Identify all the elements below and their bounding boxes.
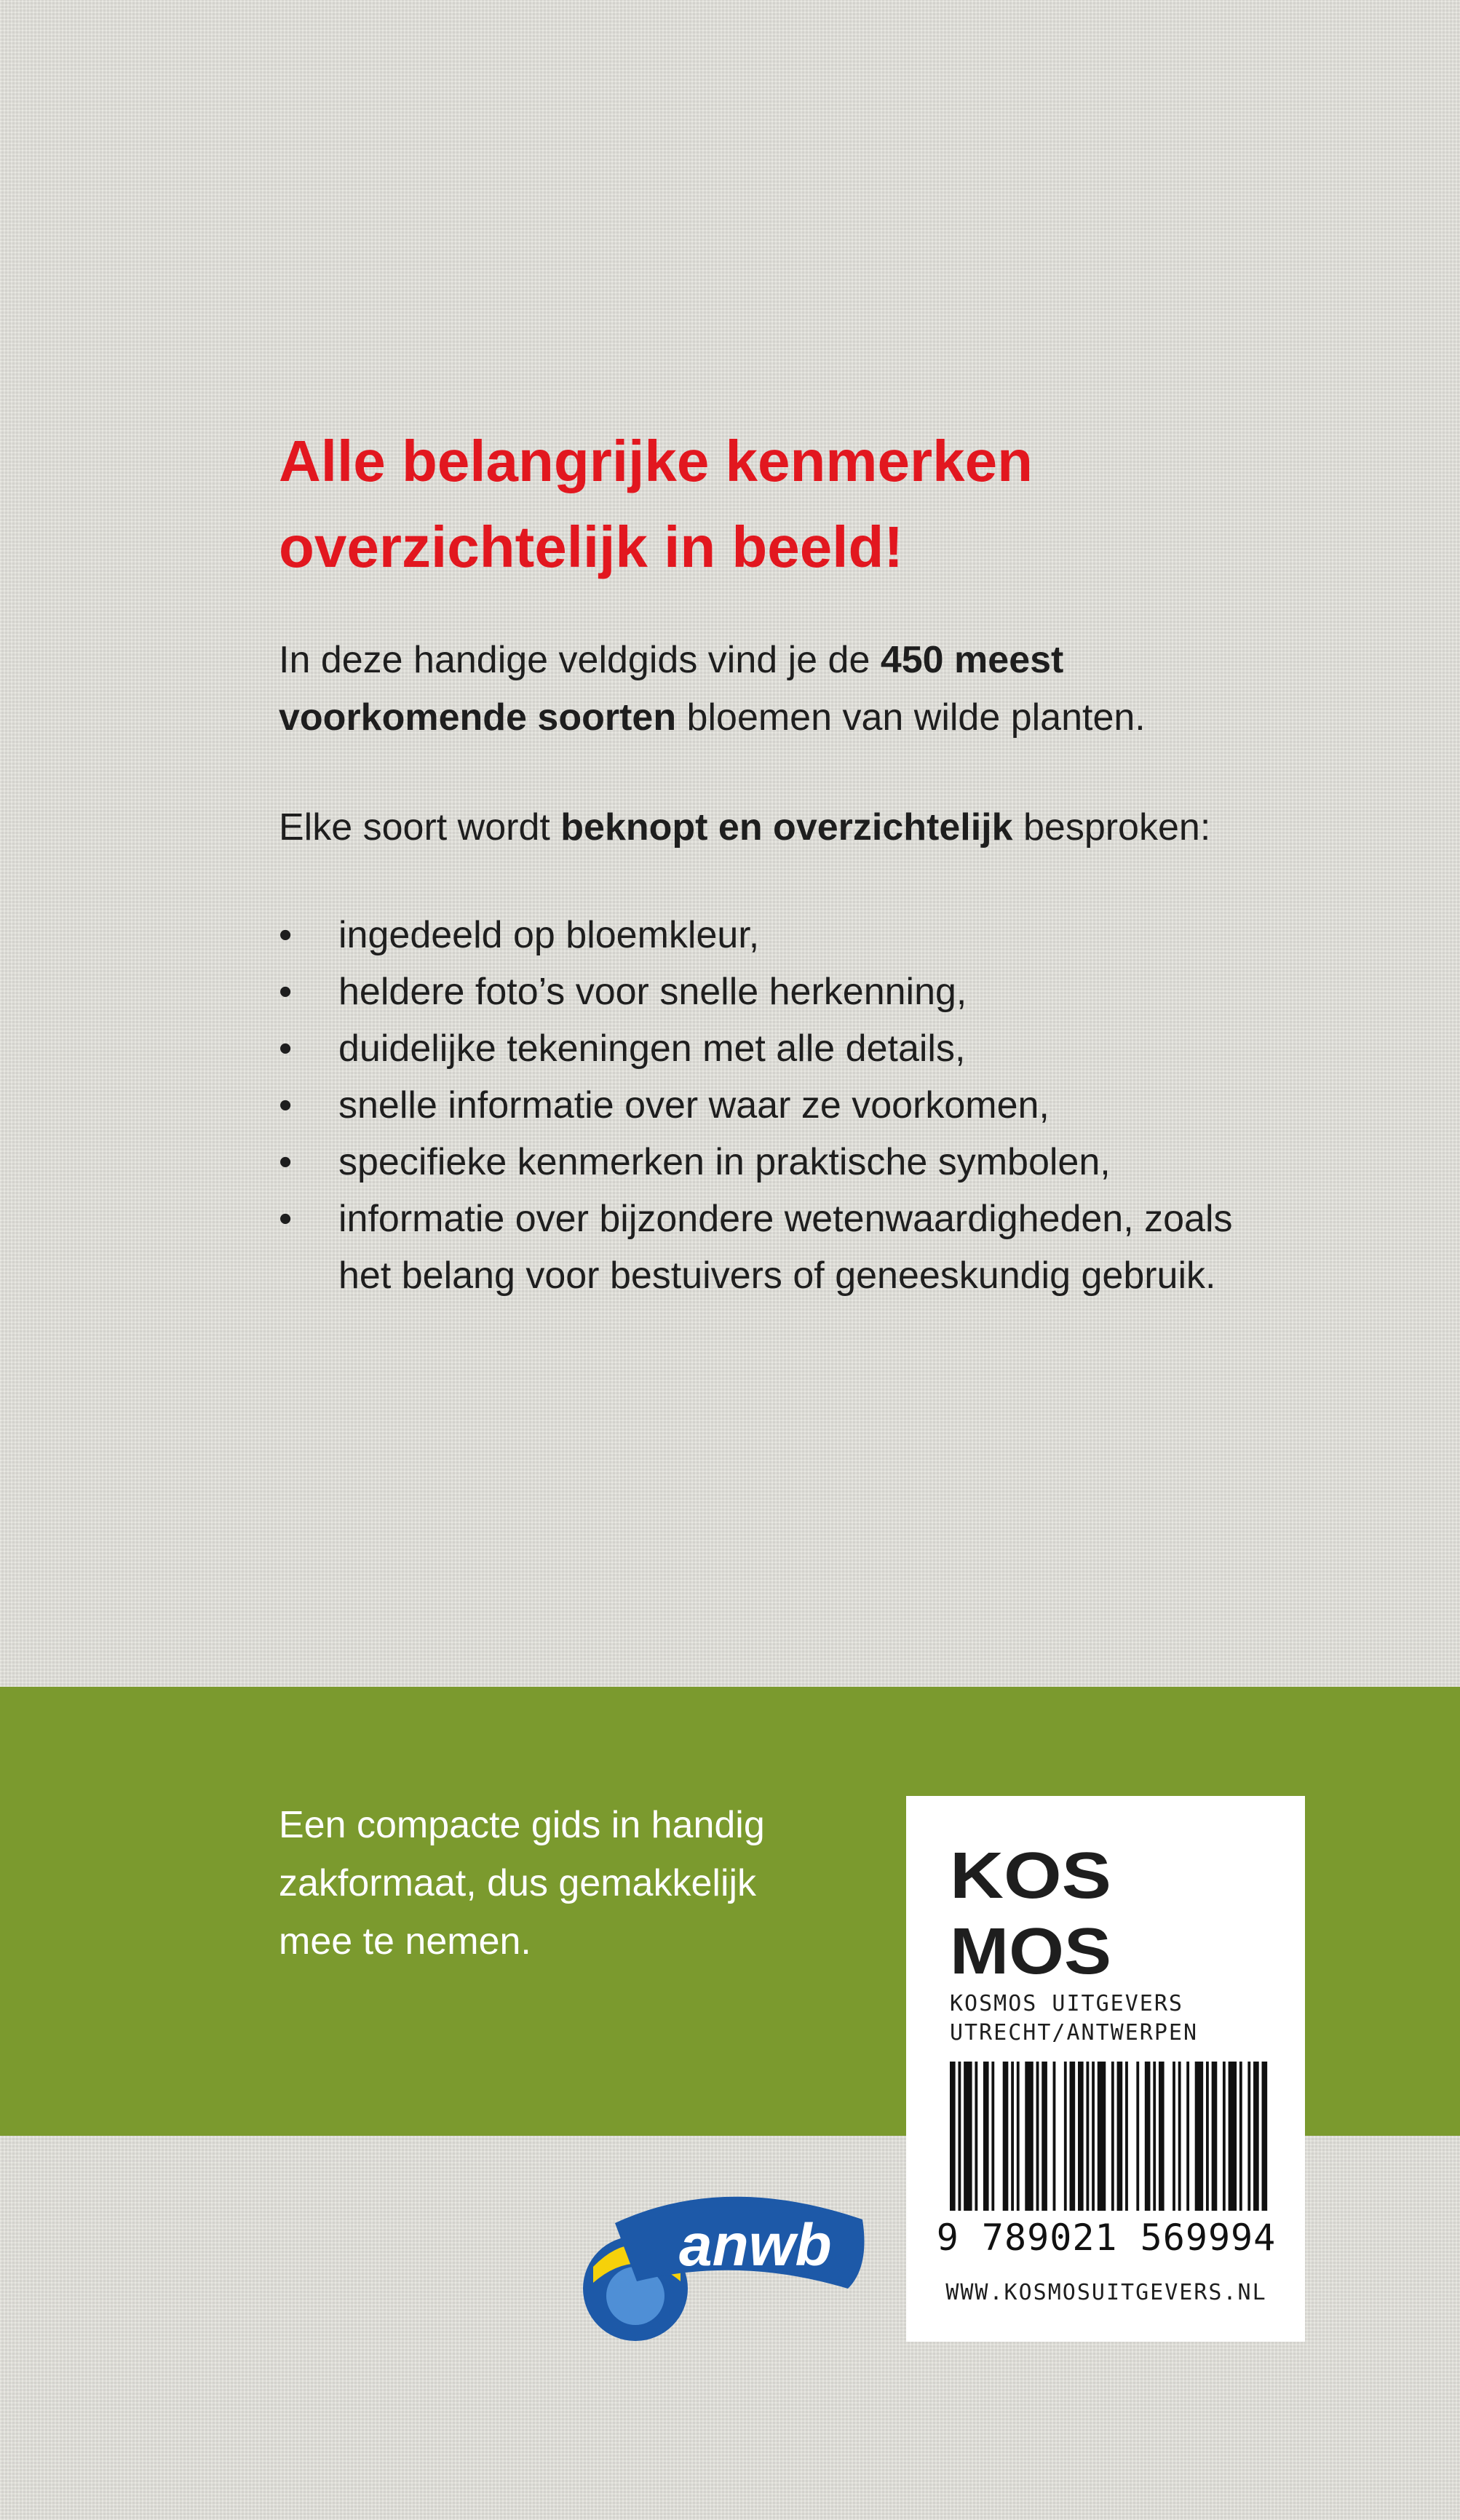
summary-paragraph (279, 799, 1414, 856)
band-text-line-2: zakformaat, dus gemakkelijk (279, 1862, 757, 1904)
summary-text-1: Elke soort wordt (279, 806, 561, 848)
bullet-dot: • (279, 1141, 293, 1183)
barcode-bar (1212, 2062, 1218, 2211)
intro-text-1: In deze handige veldgids vind je de (279, 639, 881, 681)
headline-line-1: Alle belangrijke kenmerken (279, 429, 1033, 493)
bullet-dot: • (279, 1028, 293, 1070)
barcode-bar (1003, 2062, 1009, 2211)
barcode-bar (1078, 2062, 1084, 2211)
kosmos-logo (950, 1834, 1117, 1979)
list-item (279, 1077, 1247, 1134)
barcode-bar (1153, 2062, 1156, 2211)
barcode-bar (1136, 2062, 1139, 2211)
barcode-bar (1178, 2062, 1181, 2211)
headline (279, 418, 1370, 590)
band-text-line-1: Een compacte gids in handig (279, 1804, 765, 1846)
headline-line-2: overzichtelijk in beeld! (279, 514, 904, 579)
barcode-bar (1173, 2062, 1175, 2211)
barcode-bar (1036, 2062, 1039, 2211)
barcode-bar (1229, 2062, 1237, 2211)
barcode-bar (1247, 2062, 1250, 2211)
band-text (279, 1796, 876, 1971)
barcode-bar (975, 2062, 977, 2211)
barcode (950, 2062, 1270, 2211)
publisher-name: KOSMOS UITGEVERS (950, 1991, 1183, 2016)
barcode-bar (991, 2062, 994, 2211)
intro-bold-2: voorkomende soorten (279, 696, 677, 739)
bullet-dot: • (279, 1198, 293, 1240)
list-item (279, 1020, 1247, 1077)
barcode-bar (1111, 2062, 1114, 2211)
barcode-bar (964, 2062, 972, 2211)
band-text-line-3: mee te nemen. (279, 1920, 531, 1963)
kosmos-logo-line-2: MOS (950, 1915, 1111, 1979)
barcode-bar (1025, 2062, 1033, 2211)
barcode-bar (1253, 2062, 1259, 2211)
barcode-bar (1223, 2062, 1226, 2211)
anwb-logo-text: anwb (679, 2212, 832, 2278)
bullet-dot: • (279, 1084, 293, 1126)
bullet-dot: • (279, 914, 293, 956)
kosmos-logo-line-1: KOS (950, 1840, 1111, 1912)
barcode-bar (1064, 2062, 1067, 2211)
barcode-bar (1011, 2062, 1014, 2211)
anwb-logo (571, 2179, 877, 2347)
list-item-text: ingedeeld op bloemkleur, (338, 914, 760, 956)
barcode-bar (1239, 2062, 1242, 2211)
list-item-text: duidelijke tekeningen met alle details, (338, 1028, 966, 1070)
barcode-bar (1053, 2062, 1056, 2211)
list-item-text: informatie over bijzondere wetenwaardigheden, zoals het belang voor bestuivers of geneeskundig gebruik. (338, 1198, 1233, 1297)
list-item (279, 963, 1247, 1020)
barcode-bar (1195, 2062, 1203, 2211)
barcode-bar (1086, 2062, 1089, 2211)
barcode-bar (1017, 2062, 1020, 2211)
list-item-text: snelle informatie over waar ze voorkomen, (338, 1084, 1050, 1126)
list-item (279, 1134, 1247, 1191)
barcode-bar (1092, 2062, 1095, 2211)
list-item-text: specifieke kenmerken in praktische symbolen, (338, 1141, 1111, 1183)
intro-paragraph (279, 632, 1414, 747)
intro-bold-1: 450 meest (880, 639, 1064, 681)
barcode-bar (1159, 2062, 1165, 2211)
barcode-bar (1098, 2062, 1106, 2211)
list-item-text: heldere foto’s voor snelle herkenning, (338, 971, 967, 1013)
list-item (279, 1191, 1247, 1304)
summary-bold: beknopt en overzichtelijk (560, 806, 1013, 848)
isbn-number: 9 789021 569994 (936, 2217, 1277, 2259)
publisher-box (906, 1796, 1305, 2342)
barcode-bar (1070, 2062, 1076, 2211)
barcode-bar (1186, 2062, 1189, 2211)
barcode-bar (983, 2062, 989, 2211)
summary-text-2: besproken: (1012, 806, 1211, 848)
list-item (279, 907, 1247, 963)
intro-text-2: bloemen van wilde planten. (676, 696, 1146, 739)
barcode-bar (958, 2062, 961, 2211)
publisher-location: UTRECHT/ANTWERPEN (950, 2020, 1199, 2046)
barcode-bar (1117, 2062, 1123, 2211)
bullet-dot: • (279, 971, 293, 1013)
barcode-bar (950, 2062, 956, 2211)
feature-list (279, 907, 1247, 1304)
barcode-bar (1042, 2062, 1047, 2211)
barcode-bar (1145, 2062, 1151, 2211)
barcode-bar (1125, 2062, 1128, 2211)
publisher-website: WWW.KOSMOSUITGEVERS.NL (945, 2280, 1267, 2305)
barcode-bar (1262, 2062, 1268, 2211)
barcode-bar (1206, 2062, 1209, 2211)
